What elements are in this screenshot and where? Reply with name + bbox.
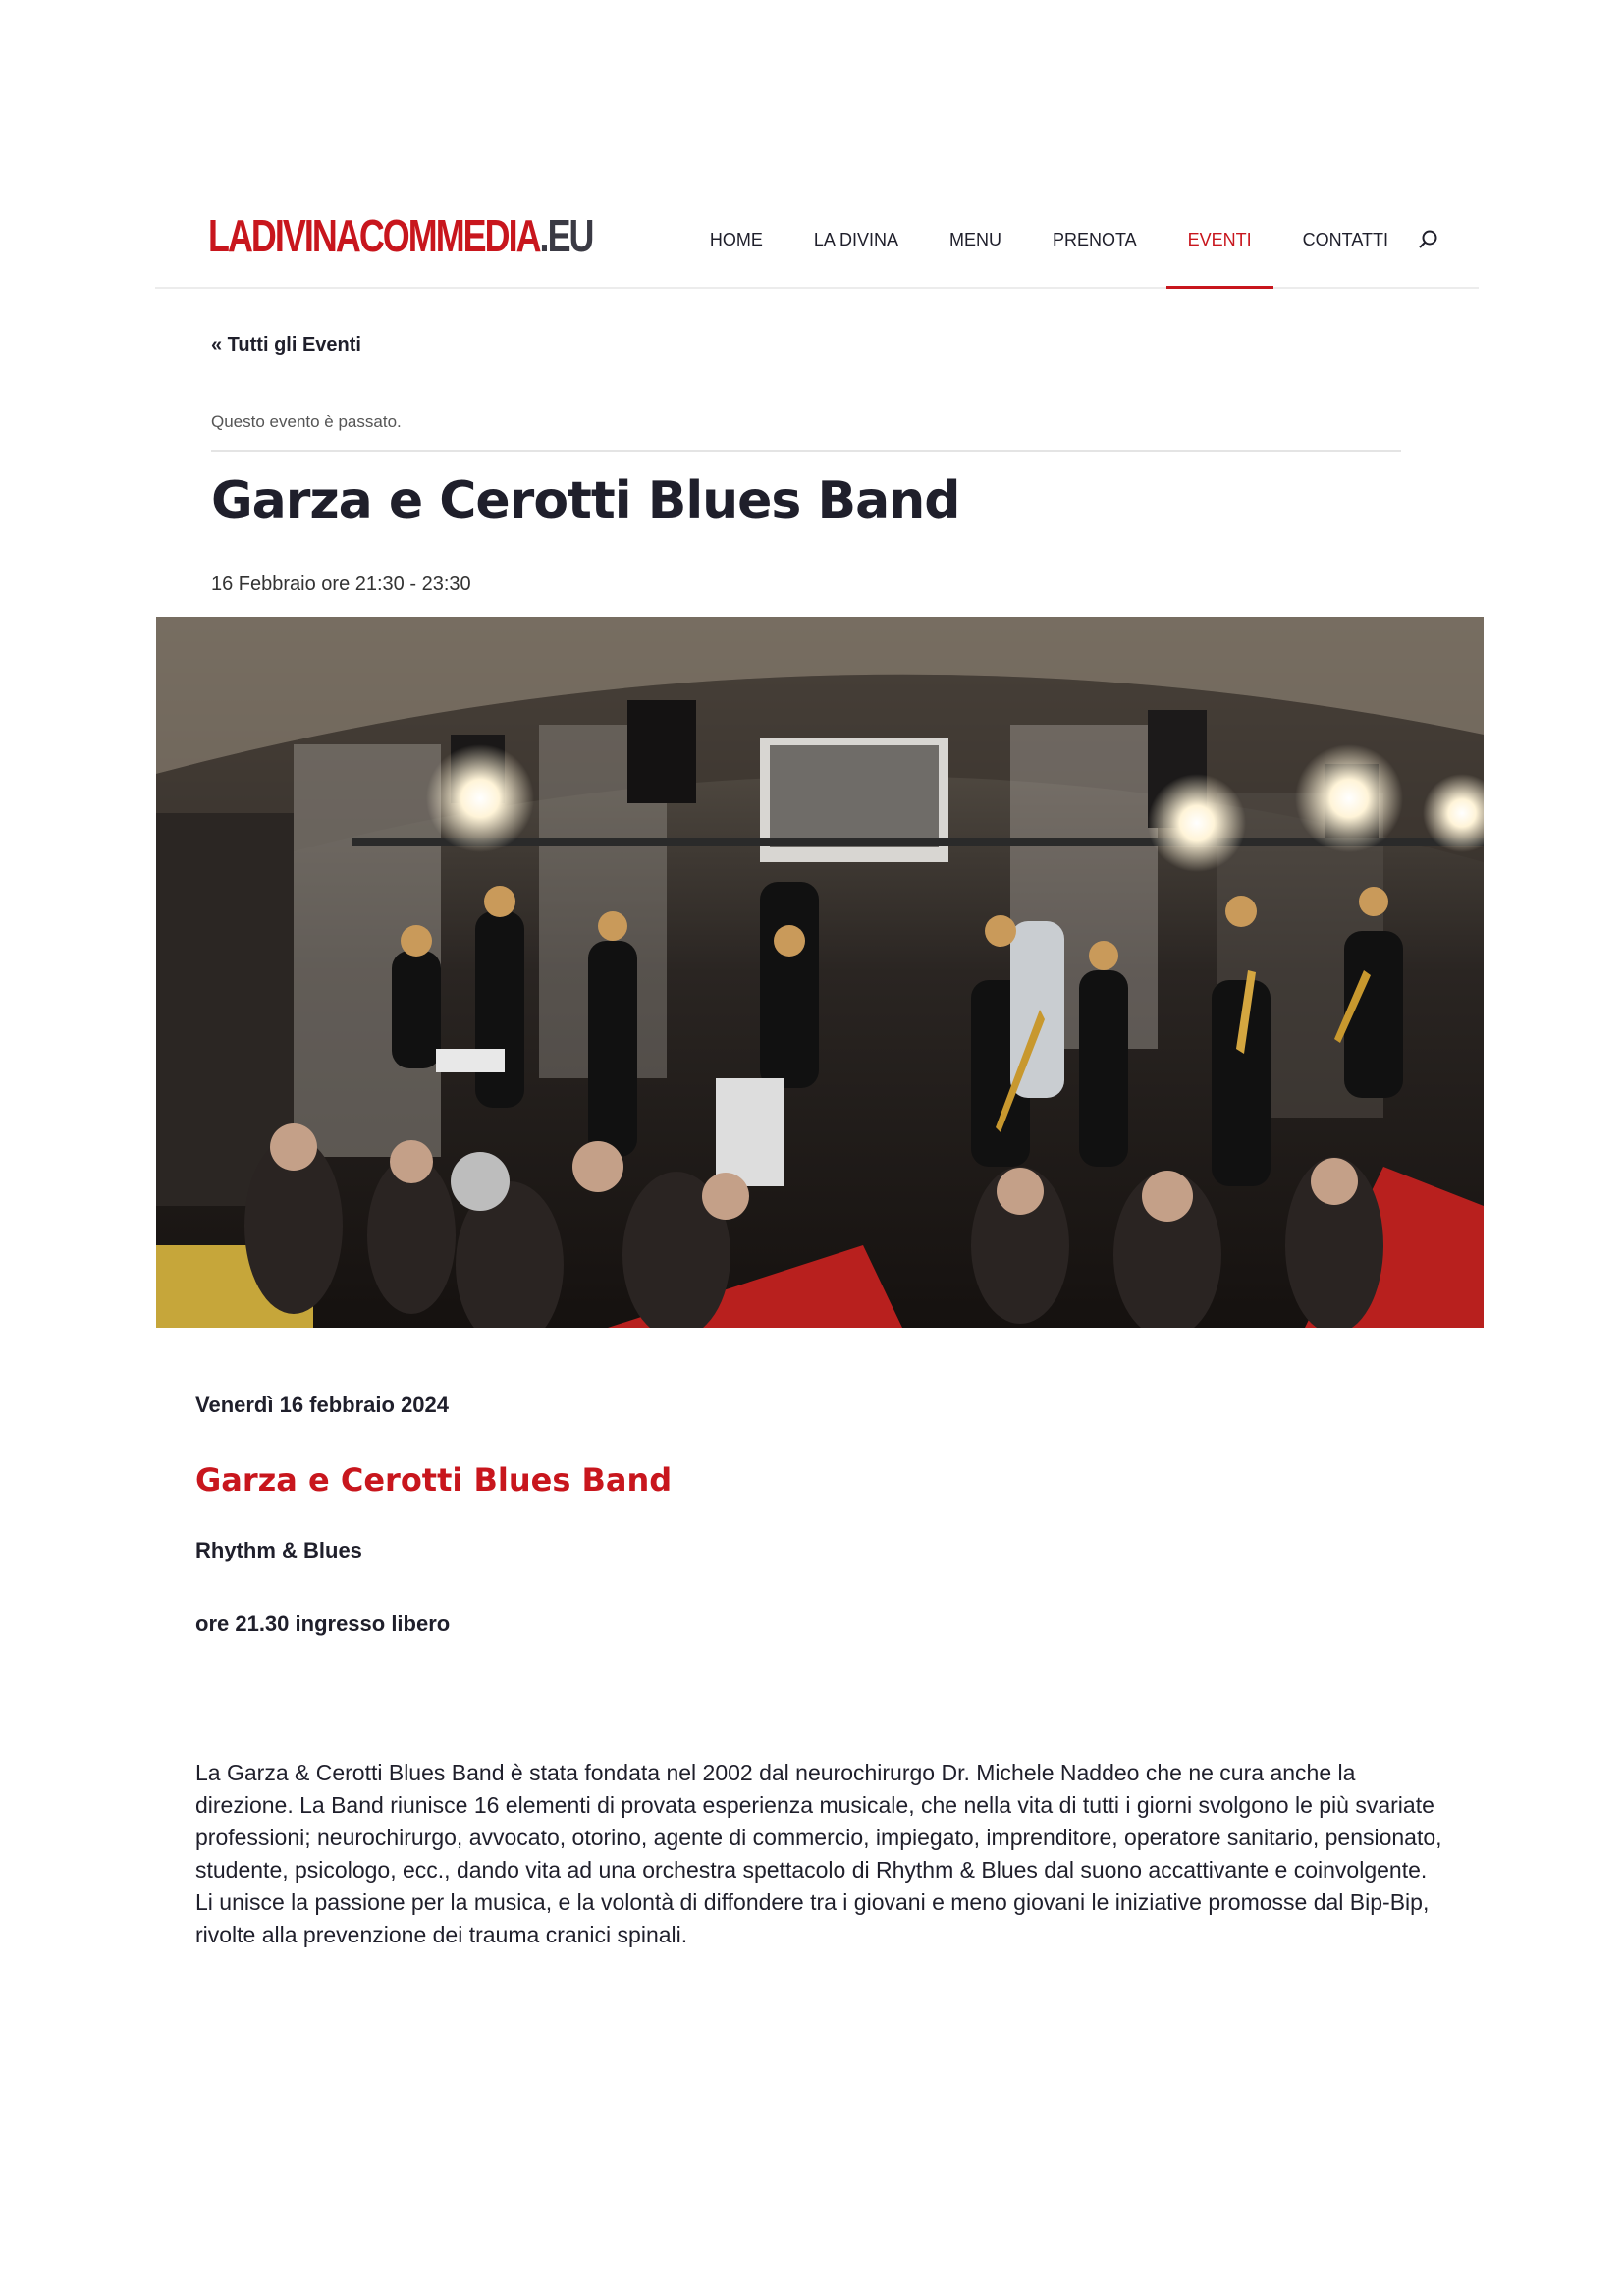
event-time-entry: ore 21.30 ingresso libero: [195, 1612, 451, 1636]
event-description: La Garza & Cerotti Blues Band è stata fondata nel 2002 dal neurochirurgo Dr. Michele Naddeo che ne cura anche la direzione. La Band riunisce 16 elementi di provata esperienza musicale, che nella vita di tutti i giorni svolgono le più svariate professioni; neurochirurgo, avvocato, otorino, agente di commercio, impiegato, imprenditore, operatore sanitario, pensionato, studente, psicologo, ecc., dando vita ad una orchestra spettacolo di Rhythm & Blues dal suono accattivante e coinvolgente. Li unisce la passione per la musica, e la volontà di diffondere tra i giovani e meno giovani le iniziative promosse dal Bip-Bip, rivolte alla prevenzione dei trauma cranici spinali.: [195, 1760, 1442, 1947]
band-name: Garza e Cerotti Blues Band: [195, 1461, 673, 1499]
event-genre: Rhythm & Blues: [195, 1538, 362, 1562]
event-photo: [156, 617, 1484, 1328]
nav-item-eventi[interactable]: EVENTI: [1188, 192, 1252, 287]
nav-item-menu[interactable]: MENU: [948, 230, 1001, 249]
event-title: Garza e Cerotti Blues Band: [211, 471, 960, 530]
nav-item-prenota[interactable]: PRENOTA: [1052, 230, 1137, 249]
event-day: Venerdì 16 febbraio 2024: [195, 1393, 450, 1417]
main-nav: [659, 192, 1439, 287]
event-date-time: 16 Febbraio ore 21:30 - 23:30: [211, 574, 471, 595]
site-header: [155, 192, 1479, 289]
all-events-link[interactable]: « Tutti gli Eventi: [211, 334, 361, 355]
site-logo[interactable]: [208, 212, 593, 259]
logo-text-main: LADIVINACOMMEDIA: [208, 210, 540, 261]
nav-item-la-divina[interactable]: LA DIVINA: [813, 230, 898, 249]
logo-text-suffix: .EU: [539, 210, 593, 261]
divider: [211, 450, 1401, 452]
nav-item-contatti[interactable]: CONTATTI: [1302, 230, 1388, 249]
nav-item-home[interactable]: HOME: [709, 230, 763, 249]
past-event-notice: Questo evento è passato.: [211, 412, 402, 431]
search-icon[interactable]: [1418, 229, 1439, 250]
